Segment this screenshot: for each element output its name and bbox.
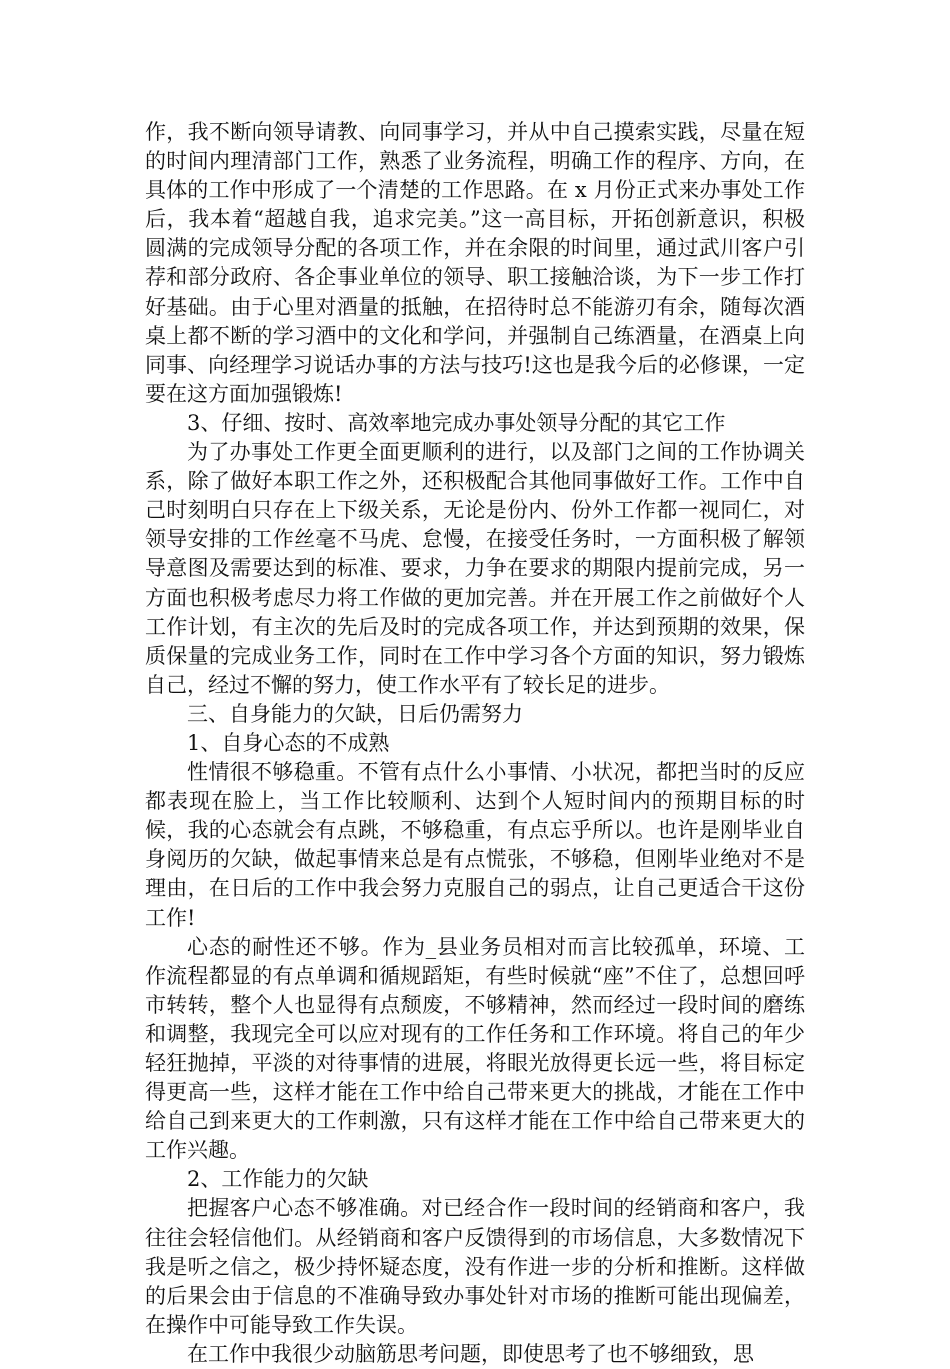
paragraph-cooperation: 为了办事处工作更全面更顺利的进行，以及部门之间的工作协调关系，除了做好本职工作之外，还积极配合其他同事做好工作。工作中自己时刻明白只存在上下级关系，无论是份内、份外工作都一视同仁，对领导安排的工作丝毫不马虎、怠慢，在接受任务时，一方面积极了解领导意图及需要达到的标准、要求，力争在要求的期限内提前完成，另一方面也积极考虑尽力将工作做的更加完善。并在开展工作之前做好个人工作计划，有主次的先后及时的完成各项工作，并达到预期的效果，保质保量的完成业务工作，同时在工作中学习各个方面的知识，努力锻炼自己，经过不懈的努力，使工作水平有了较长足的进步。: [145, 440, 805, 697]
paragraph-customer-mindset: 把握客户心态不够准确。对已经合作一段时间的经销商和客户，我往往会轻信他们。从经销商和客户反馈得到的市场信息，大多数情况下我是听之信之，极少持怀疑态度，没有作进一步的分析和推断。这样做的后果会由于信息的不准确导致办事处针对市场的推断可能出现偏差，在操作中可能导致工作失误。: [145, 1196, 805, 1337]
document-page: [145, 118, 805, 1369]
heading-immature-mindset: 1、自身心态的不成熟: [187, 730, 390, 755]
heading-shortcomings: 三、自身能力的欠缺，日后仍需努力: [187, 701, 523, 726]
paragraph-work-intro: 作，我不断向领导请教、向同事学习，并从中自己摸索实践，尽量在短的时间内理清部门工作，熟悉了业务流程，明确工作的程序、方向，在具体的工作中形成了一个清楚的工作思路。在 x 月份正式来办事处工作后，我本着“超越自我，追求完美。”这一高目标，开拓创新意识，积极圆满的完成领导分配的各项工作，并在余限的时间里，通过武川客户引荐和部分政府、各企事业单位的领导、职工接触洽谈，为下一步工作打好基础。由于心里对酒量的抵触，在招待时总不能游刃有余，随每次酒桌上都不断的学习酒中的文化和学问，并强制自己练酒量，在酒桌上向同事、向经理学习说话办事的方法与技巧!这也是我今后的必修课，一定要在这方面加强锻炼!: [145, 120, 805, 406]
paragraph-temperament: 性情很不够稳重。不管有点什么小事情、小状况，都把当时的反应都表现在脸上，当工作比较顺利、达到个人短时间内的预期目标的时候，我的心态就会有点跳，不够稳重，有点忘乎所以。也许是刚毕业自身阅历的欠缺，做起事情来总是有点慌张，不够稳，但刚毕业绝对不是理由，在日后的工作中我会努力克服自己的弱点，让自己更适合干这份工作!: [145, 760, 805, 930]
heading-work-ability: 2、工作能力的欠缺: [187, 1167, 369, 1192]
paragraph-thinking: 在工作中我很少动脑筋思考问题，即使思考了也不够细致，思: [187, 1341, 754, 1366]
paragraph-patience: 心态的耐性还不够。作为_县业务员相对而言比较孤单，环境、工作流程都显的有点单调和循规蹈矩，有些时候就“座”不住了，总想回呼市转转，整个人也显得有点颓废，不够精神，然而经过一段时间的磨练和调整，我现完全可以应对现有的工作任务和工作环境。将自己的年少轻狂抛掉，平淡的对待事情的进展，将眼光放得更长远一些，将目标定得更高一些，这样才能在工作中给自己带来更大的挑战，才能在工作中给自己到来更大的工作刺激，只有这样才能在工作中给自己带来更大的工作兴趣。: [145, 934, 805, 1163]
heading-other-tasks: 3、仔细、按时、高效率地完成办事处领导分配的其它工作: [187, 410, 726, 435]
